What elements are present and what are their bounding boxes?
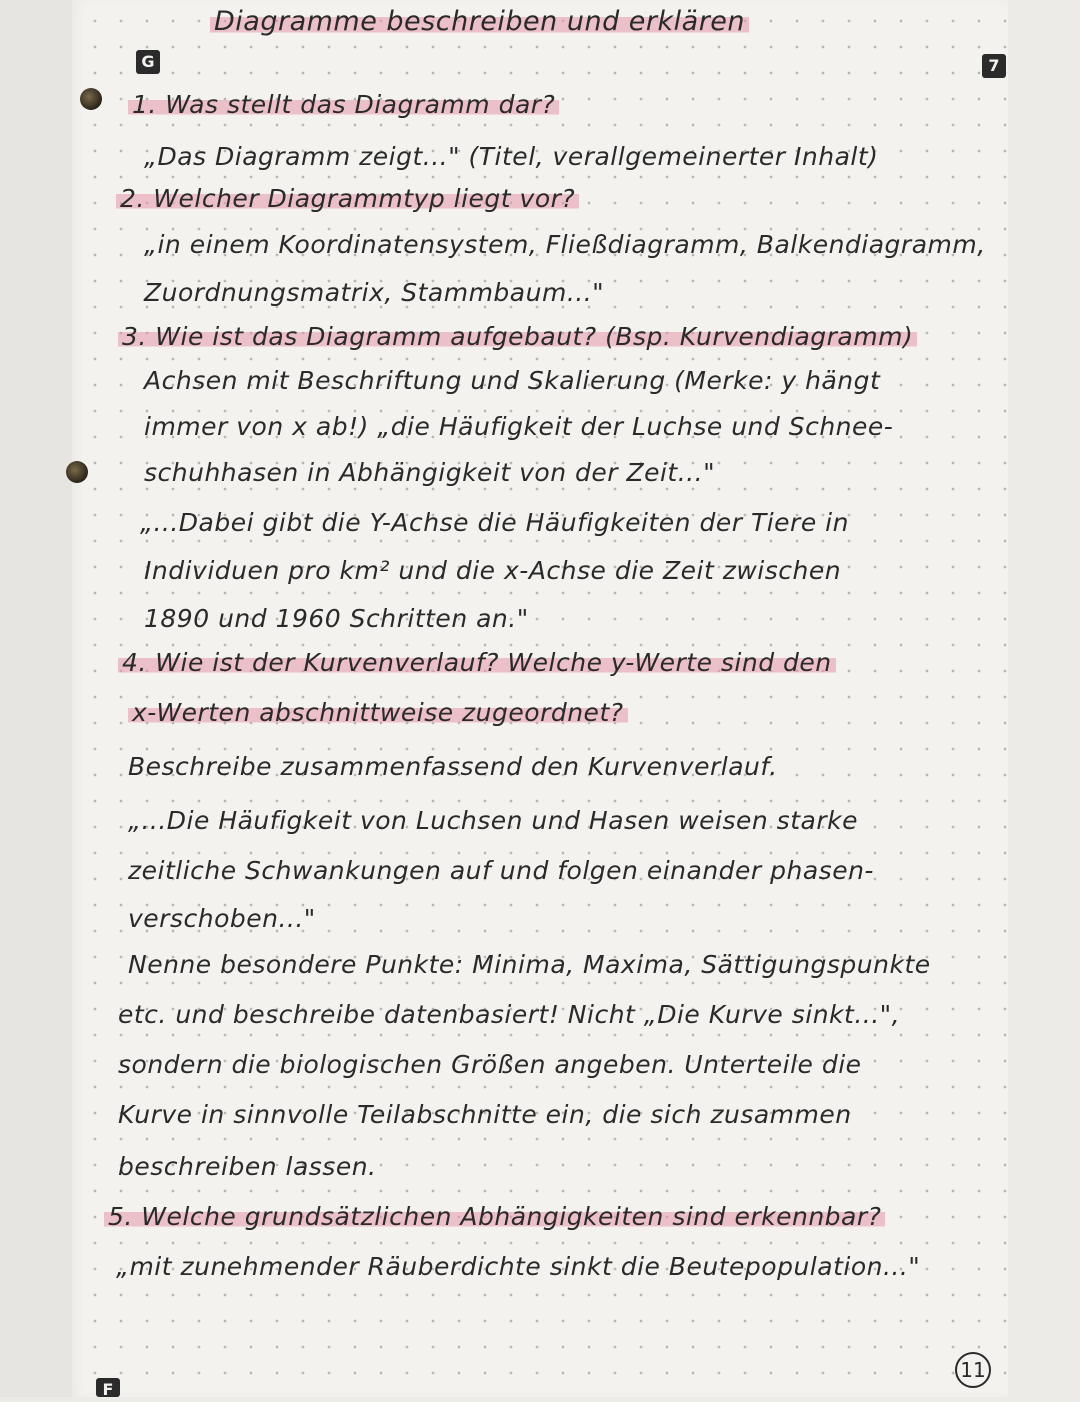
question-4-cont: x-Werten abschnittweise zugeordnet? bbox=[128, 698, 628, 727]
page-number: 11 bbox=[955, 1352, 991, 1388]
text-line: sondern die biologischen Größen angeben. Unterteile die bbox=[118, 1050, 862, 1079]
punch-hole bbox=[80, 88, 102, 110]
text-line: Zuordnungsmatrix, Stammbaum..." bbox=[144, 278, 605, 307]
text-line: Achsen mit Beschriftung und Skalierung (Merke: y hängt bbox=[144, 366, 881, 395]
page-title: Diagramme beschreiben und erklären bbox=[210, 6, 749, 37]
tab-marker-icon: G bbox=[136, 50, 160, 74]
background-margin bbox=[0, 0, 72, 1397]
punch-hole bbox=[66, 461, 88, 483]
question-5: 5. Welche grundsätzlichen Abhängigkeiten sind erkennbar? bbox=[104, 1202, 885, 1231]
question-3: 3. Wie ist das Diagramm aufgebaut? (Bsp. Kurvendiagramm) bbox=[118, 322, 917, 351]
text-line: beschreiben lassen. bbox=[118, 1152, 377, 1181]
question-1: 1. Was stellt das Diagramm dar? bbox=[128, 90, 559, 119]
tab-marker-icon: 7 bbox=[982, 54, 1006, 78]
text-line: etc. und beschreibe datenbasiert! Nicht „Die Kurve sinkt...", bbox=[118, 1000, 901, 1029]
text-line: Nenne besondere Punkte: Minima, Maxima, Sättigungspunkte bbox=[128, 950, 931, 979]
text-line: „...Die Häufigkeit von Luchsen und Hasen weisen starke bbox=[128, 806, 858, 835]
question-4: 4. Wie ist der Kurvenverlauf? Welche y-Werte sind den bbox=[118, 648, 836, 677]
text-line: „in einem Koordinatensystem, Fließdiagramm, Balkendiagramm, bbox=[144, 230, 986, 259]
tab-marker-icon: F bbox=[96, 1378, 120, 1397]
text-line: „Das Diagramm zeigt..." (Titel, verallgemeinerter Inhalt) bbox=[144, 142, 879, 171]
text-line: verschoben..." bbox=[128, 904, 316, 933]
text-line: „mit zunehmender Räuberdichte sinkt die Beutepopulation..." bbox=[116, 1252, 921, 1281]
text-line: „...Dabei gibt die Y-Achse die Häufigkeiten der Tiere in bbox=[140, 508, 849, 537]
text-line: immer von x ab!) „die Häufigkeit der Luchse und Schnee- bbox=[144, 412, 894, 441]
text-line: schuhhasen in Abhängigkeit von der Zeit..." bbox=[144, 458, 716, 487]
text-line: Beschreibe zusammenfassend den Kurvenverlauf. bbox=[128, 752, 778, 781]
question-2: 2. Welcher Diagrammtyp liegt vor? bbox=[116, 184, 579, 213]
text-line: 1890 und 1960 Schritten an." bbox=[144, 604, 529, 633]
text-line: zeitliche Schwankungen auf und folgen einander phasen- bbox=[128, 856, 874, 885]
text-line: Individuen pro km² und die x-Achse die Zeit zwischen bbox=[144, 556, 842, 585]
text-line: Kurve in sinnvolle Teilabschnitte ein, die sich zusammen bbox=[118, 1100, 852, 1129]
